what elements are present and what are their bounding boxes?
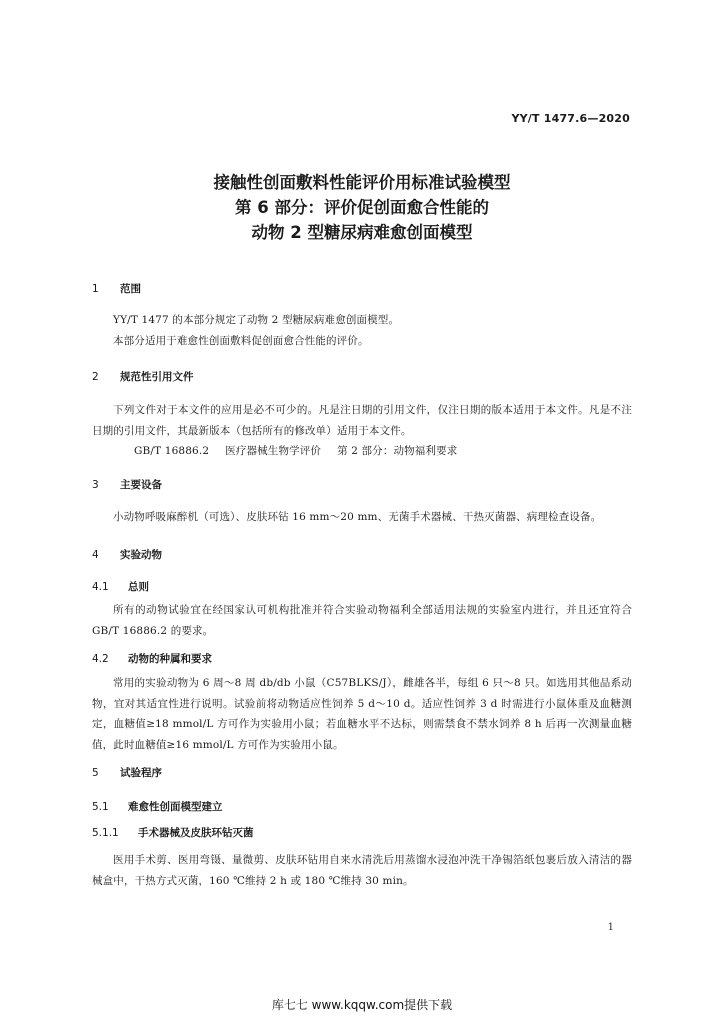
section-title: 总则	[128, 581, 149, 593]
section-number: 1	[92, 283, 99, 295]
section-number: 4.2	[92, 653, 109, 665]
section-5-1-1-body	[92, 850, 632, 891]
paragraph: 本部分适用于难愈性创面敷料促创面愈合性能的评价。	[113, 334, 369, 347]
reference-code: GB/T 16886.2	[134, 445, 210, 457]
section-title: 规范性引用文件	[120, 371, 194, 383]
section-2-body	[92, 400, 632, 462]
section-title: 难愈性创面模型建立	[128, 801, 223, 813]
section-4-heading	[92, 547, 162, 562]
section-title: 手术器械及皮肤环钻灭菌	[138, 827, 254, 839]
section-number: 4	[92, 549, 99, 561]
section-number: 5.1	[92, 801, 109, 813]
section-5-1-1-heading	[92, 825, 254, 840]
section-1-body	[92, 310, 632, 351]
title-line-1: 接触性创面敷料性能评价用标准试验模型	[213, 173, 511, 192]
section-3-body	[92, 507, 632, 528]
reference-part: 第 2 部分：动物福利要求	[337, 445, 458, 457]
section-number: 4.1	[92, 581, 109, 593]
paragraph: 所有的动物试验宜在经国家认可机构批准并符合实验动物福利全部适用法规的实验室内进行，并且还宜符合 GB/T 16886.2 的要求。	[92, 604, 632, 637]
section-4-2-body	[92, 673, 632, 755]
section-title: 主要设备	[120, 479, 162, 491]
section-2-heading	[92, 369, 194, 384]
section-4-2-heading	[92, 651, 212, 666]
download-watermark: 库七七 www.kqqw.com提供下载	[271, 998, 453, 1012]
section-title: 范围	[120, 283, 141, 295]
reference-title: 医疗器械生物学评价	[225, 445, 322, 457]
standard-number: YY/T 1477.6—2020	[511, 112, 630, 125]
section-title: 动物的种属和要求	[128, 653, 212, 665]
title-line-2: 第 6 部分：评价促创面愈合性能的	[235, 198, 489, 217]
paragraph: 医用手术剪、医用弯镊、量微剪、皮肤环钻用自来水清洗后用蒸馏水浸泡冲洗干净锡箔纸包裹后放入清洁的器械盒中，干热方式灭菌，160 ℃维持 2 h 或 180 ℃维持 30 min。	[92, 854, 632, 887]
section-number: 3	[92, 479, 99, 491]
section-number: 2	[92, 371, 99, 383]
section-number: 5	[92, 767, 99, 779]
paragraph: YY/T 1477 的本部分规定了动物 2 型糖尿病难愈创面模型。	[113, 314, 400, 326]
paragraph: 小动物呼吸麻醉机（可选）、皮肤环钻 16 mm～20 mm、无菌手术器械、干热灭菌器、病理检查设备。	[113, 511, 602, 523]
paragraph: 常用的实验动物为 6 周～8 周 db/db 小鼠（C57BLKS/J），雌雄各半，每组 6 只～8 只。如选用其他品系动物，宜对其适宜性进行说明。试验前将动物适应性饲养 5 d～10 d。适应性饲养 3 d 时需进行小鼠体重及血糖测定，血糖值≥18 mmol/L 方可作为实验用小鼠；若血糖水平不达标，则需禁食不禁水饲养 8 h 后再一次测量血糖值，此时血糖值≥16 mmol/L 方可作为实验用小鼠。	[92, 677, 632, 751]
title-line-3: 动物 2 型糖尿病难愈创面模型	[251, 223, 473, 242]
section-4-1-heading	[92, 579, 149, 594]
paragraph: 下列文件对于本文件的应用是必不可少的。凡是注日期的引用文件，仅注日期的版本适用于本文件。凡是不注日期的引用文件，其最新版本（包括所有的修改单）适用于本文件。	[92, 404, 632, 437]
section-5-1-heading	[92, 799, 223, 814]
section-title: 实验动物	[120, 549, 162, 561]
section-3-heading	[92, 477, 162, 492]
page-number: 1	[607, 922, 614, 933]
normative-reference	[92, 441, 632, 462]
section-5-heading	[92, 765, 162, 780]
section-title: 试验程序	[120, 767, 162, 779]
section-4-1-body	[92, 600, 632, 641]
section-1-heading	[92, 281, 141, 296]
document-title	[0, 170, 724, 245]
section-number: 5.1.1	[92, 827, 119, 839]
